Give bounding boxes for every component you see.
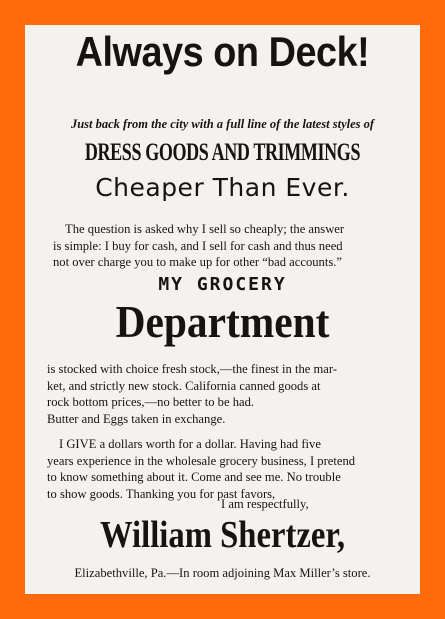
paragraph-line: Butter and Eggs taken in exchange. bbox=[47, 411, 226, 426]
paragraph-line: is simple: I buy for cash, and I sell for cash and thus need bbox=[53, 238, 343, 253]
signature-name: William Shertzer, bbox=[99, 514, 346, 556]
paragraph-line: not over charge you to make up for other “bad accounts.” bbox=[53, 255, 342, 269]
subtitle: Just back from the city with a full line of the latest styles of bbox=[70, 117, 375, 131]
store-address: Elizabethville, Pa.—In room adjoining Max Miller’s store. bbox=[74, 566, 371, 580]
department-heading: Department bbox=[115, 296, 330, 347]
grocery-heading: MY GROCERY bbox=[158, 274, 287, 295]
paragraph-line: The question is asked why I sell so cheaply; the answer bbox=[65, 222, 345, 236]
closing-line: I am respectfully, bbox=[221, 497, 309, 511]
paragraph-experience bbox=[47, 436, 397, 502]
paragraph-line: rock bottom prices,—no better to be had. bbox=[47, 395, 255, 409]
paragraph-line: is stocked with choice fresh stock,—the finest in the mar- bbox=[47, 362, 338, 376]
paragraph-line: ket, and strictly new stock. California canned goods at bbox=[47, 378, 321, 393]
headline: Always on Deck! bbox=[75, 28, 370, 75]
paragraph-pricing bbox=[53, 221, 398, 271]
dress-goods-heading: DRESS GOODS AND TRIMMINGS bbox=[84, 139, 361, 166]
paragraph-line: years experience in the wholesale grocery business, I pretend bbox=[47, 453, 356, 468]
paragraph-stock bbox=[47, 361, 397, 427]
newspaper-clipping bbox=[25, 25, 420, 594]
paragraph-line: to know something about it. Come and see me. No trouble bbox=[47, 470, 341, 484]
cheaper-heading: Cheaper Than Ever. bbox=[95, 173, 350, 202]
paragraph-line: I GIVE a dollars worth for a dollar. Having had five bbox=[59, 437, 321, 451]
paragraph-line: to show goods. Thanking you for past favors, bbox=[47, 486, 276, 501]
